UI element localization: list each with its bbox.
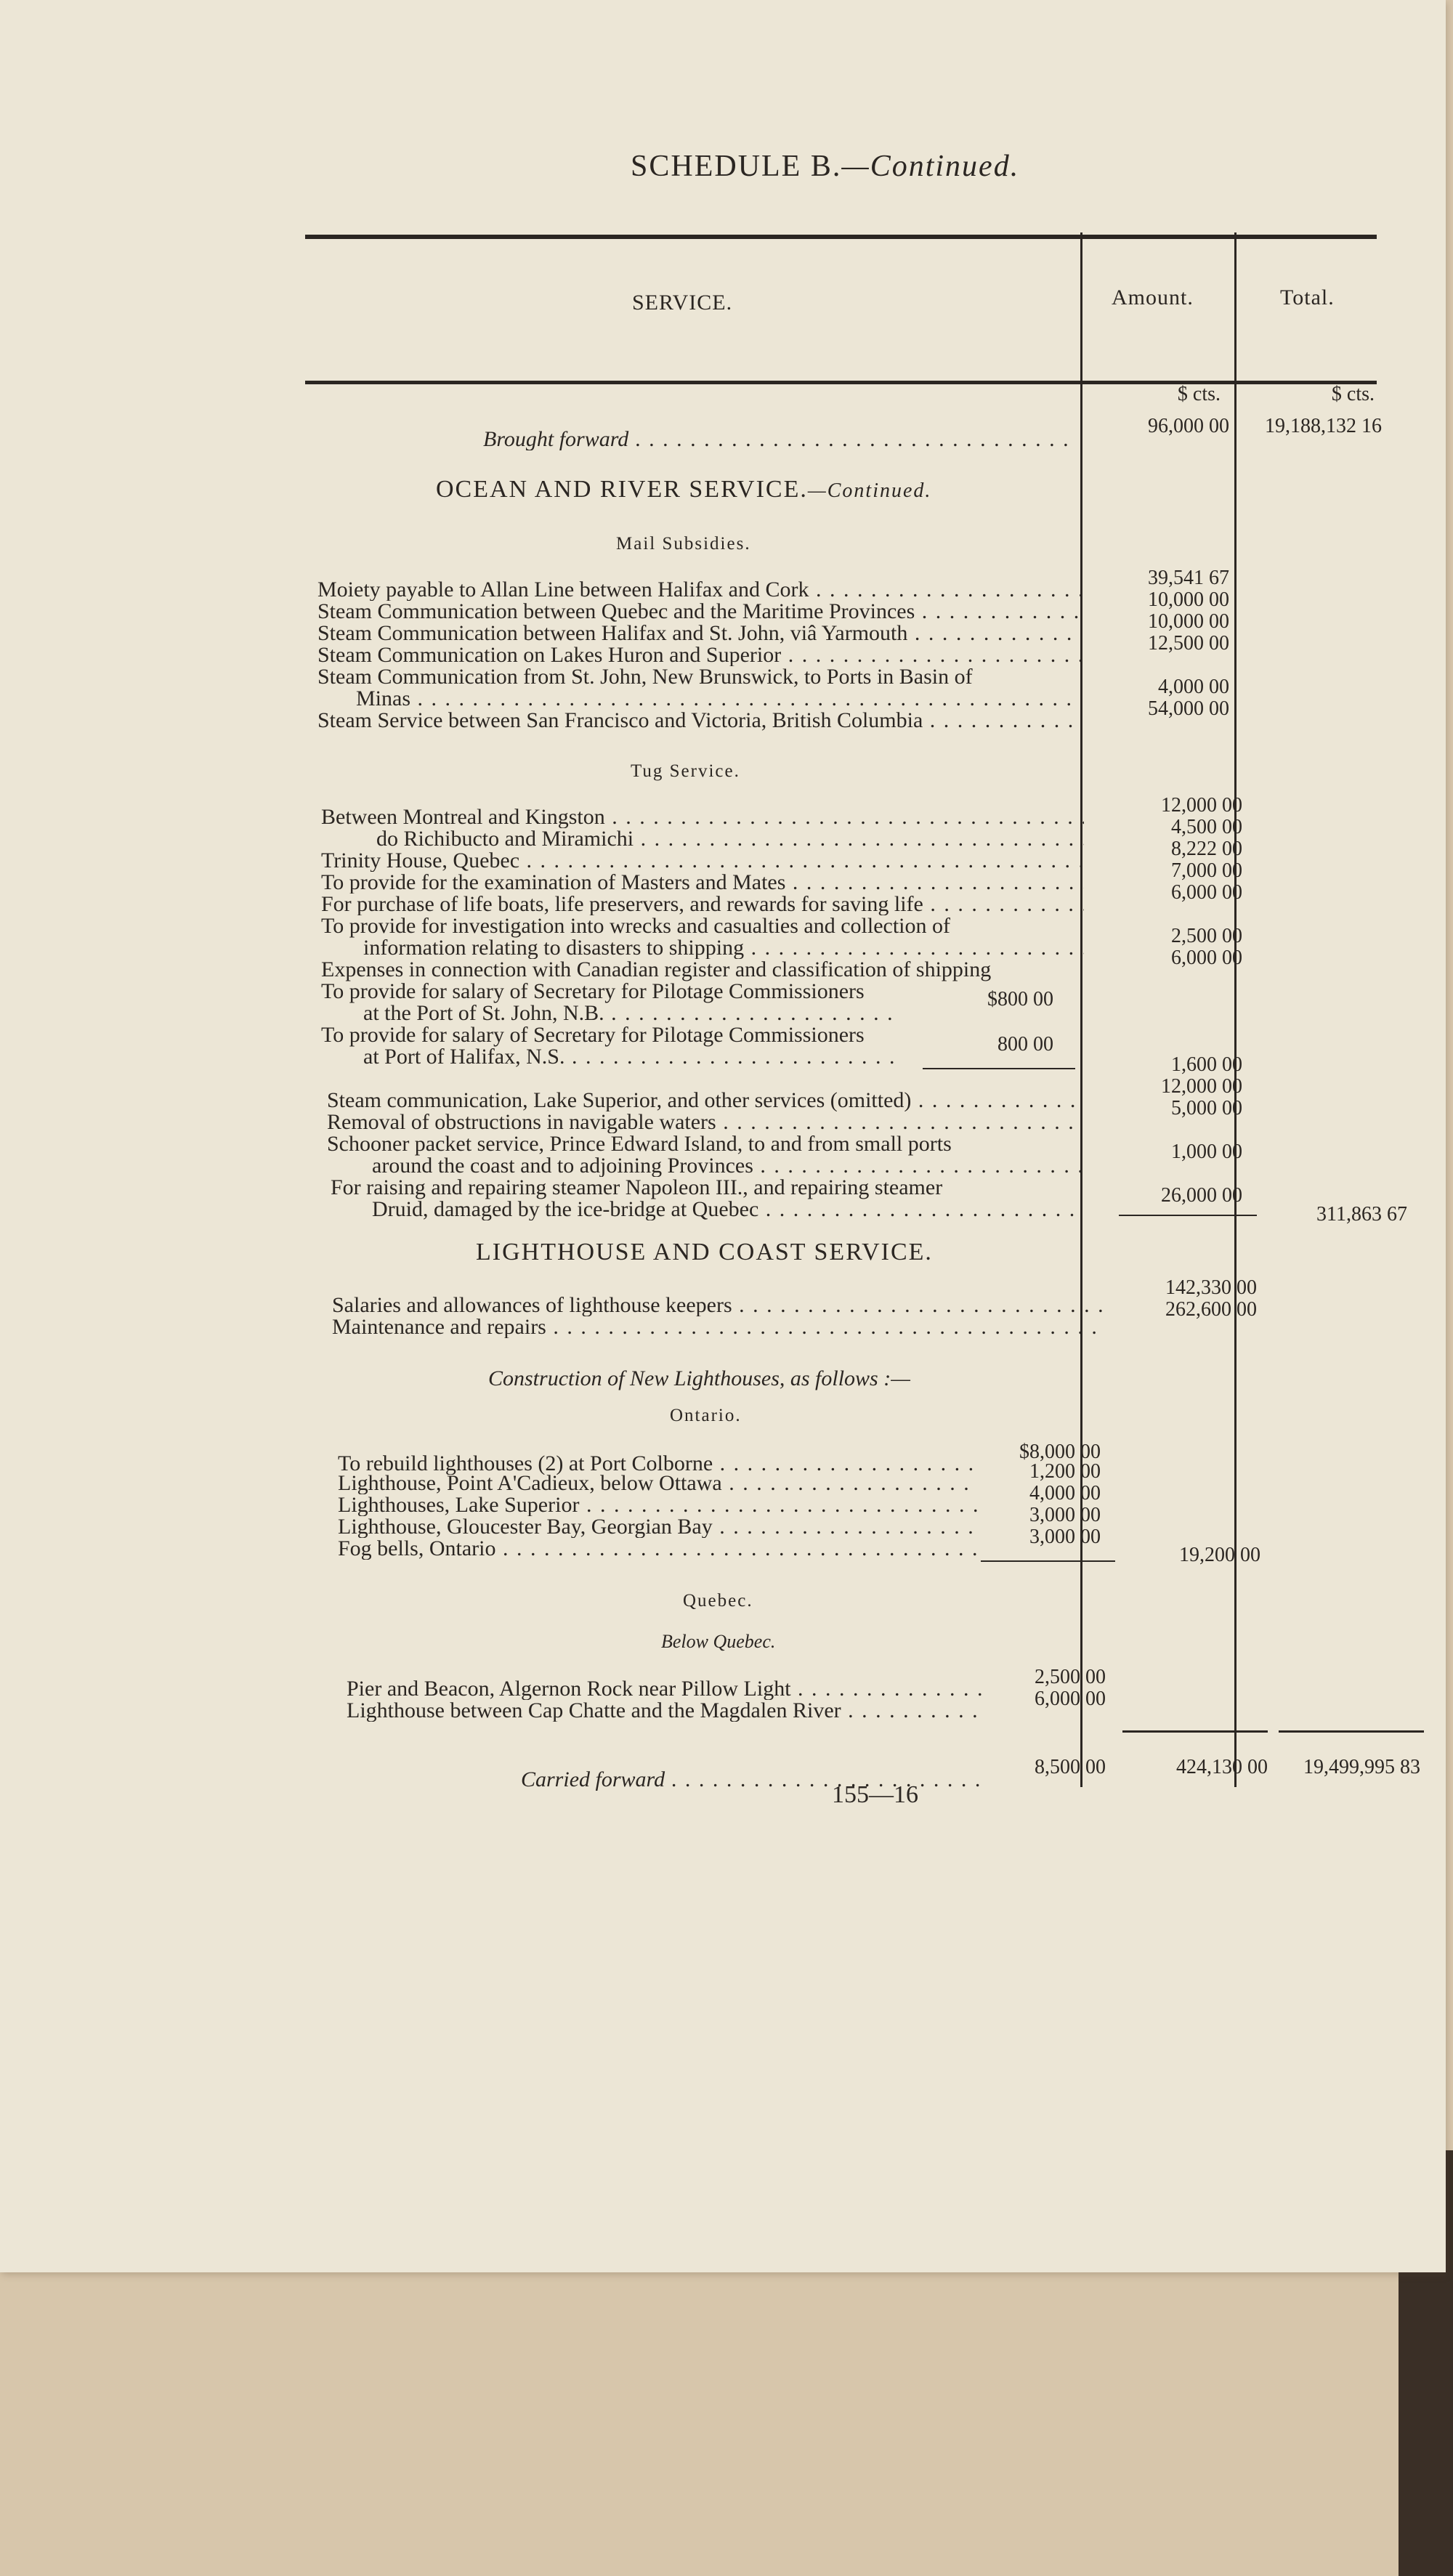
tug-row-amount: 6,000 00 <box>1171 881 1242 904</box>
tug-row-subamount: 800 00 <box>997 1033 1053 1056</box>
brought-forward-amount: 96,000 00 <box>1148 415 1229 437</box>
quebec-heading: Quebec. <box>683 1591 753 1611</box>
tug-row-label: To provide for the examination of Masters and Mates . . . <box>321 872 1084 894</box>
mail-row-amount: 12,500 00 <box>1148 632 1229 655</box>
total-column-header: Total. <box>1280 285 1335 309</box>
mail-row-amount: 10,000 00 <box>1148 588 1229 611</box>
below-quebec-heading: Below Quebec. <box>661 1631 776 1652</box>
tug-row-label: Druid, damaged by the ice-bridge at Quebec . . . <box>372 1199 1082 1220</box>
page-title <box>631 149 1019 184</box>
lighthouse-heading: LIGHTHOUSE AND COAST SERVICE. <box>476 1239 933 1265</box>
carried-forward-total: 19,499,995 83 <box>1303 1756 1420 1778</box>
ontario-heading: Ontario. <box>670 1406 742 1425</box>
page-number: 155—16 <box>832 1781 918 1808</box>
header-top-rule <box>305 235 1377 239</box>
tug-row-label: Schooner packet service, Prince Edward Island, to and from small ports <box>327 1132 952 1156</box>
lighthouse-row-label: Salaries and allowances of lighthouse keepers . . . <box>332 1295 1102 1316</box>
tug-row-amount: 1,600 00 <box>1171 1053 1242 1076</box>
tug-row-amount: 8,222 00 <box>1171 838 1242 860</box>
total-units: $ cts. <box>1331 383 1375 405</box>
tug-row-label: Between Montreal and Kingston . . . <box>321 806 1084 828</box>
amount-units: $ cts. <box>1177 383 1221 405</box>
tug-row-label: For raising and repairing steamer Napoleon III., and repairing steamer <box>331 1175 943 1199</box>
mail-row-amount: 4,000 00 <box>1158 676 1229 698</box>
tug-service-heading: Tug Service. <box>631 761 740 781</box>
mail-row-label: Minas . . . <box>356 688 1080 710</box>
brought-forward-total: 19,188,132 16 <box>1265 415 1382 437</box>
title-continued: —Continued. <box>841 150 1020 183</box>
tug-row-label: at Port of Halifax, N.S. . . . <box>363 1046 901 1068</box>
amount-column-header: Amount. <box>1112 285 1194 309</box>
ontario-row-subamount: 3,000 00 <box>1029 1526 1101 1548</box>
tug-row-subamount: $800 00 <box>987 988 1053 1010</box>
construction-heading: Construction of New Lighthouses, as follows :— <box>488 1366 910 1390</box>
tug-row-label: Expenses in connection with Canadian register and classification of shipping <box>321 957 992 981</box>
ontario-row-label: Lighthouse, Gloucester Bay, Georgian Bay . . . <box>338 1516 977 1538</box>
tug-row-label: at the Port of St. John, N.B. . . . <box>363 1003 901 1024</box>
tug-row-label: Trinity House, Quebec . . . <box>321 850 1084 872</box>
tug-row-amount: 26,000 00 <box>1161 1184 1242 1207</box>
ontario-row-label: Fog bells, Ontario . . . <box>338 1538 977 1560</box>
ontario-row-label: Lighthouses, Lake Superior . . . <box>338 1494 977 1516</box>
mail-row-label: Steam Communication between Halifax and St. John, viâ Yarmouth . . . <box>317 623 1080 644</box>
subtotal-rule <box>1119 1215 1257 1216</box>
mail-row-label: Moiety payable to Allan Line between Halifax and Cork . . . <box>317 579 1080 601</box>
mail-row-label: Steam Communication on Lakes Huron and Superior . . . <box>317 644 1080 666</box>
lighthouse-row-amount: 262,600 00 <box>1165 1298 1257 1321</box>
ocean-heading-continued: —Continued. <box>807 479 932 502</box>
tug-row-amount: 7,000 00 <box>1171 859 1242 882</box>
tug-row-label: Removal of obstructions in navigable waters . . . <box>327 1111 1082 1133</box>
mail-row-label: Steam Service between San Francisco and Victoria, British Columbia . . . <box>317 710 1080 732</box>
carried-rule-amount <box>1122 1730 1268 1733</box>
tug-row-amount: 2,500 00 <box>1171 925 1242 947</box>
ontario-row-subamount: 3,000 00 <box>1029 1504 1101 1526</box>
tug-row-label: For purchase of life boats, life preservers, and rewards for saving life . . . <box>321 894 1084 915</box>
ocean-river-service-heading <box>436 476 931 503</box>
title-main: SCHEDULE B. <box>631 150 842 183</box>
quebec-row-subamount: 6,000 00 <box>1035 1688 1106 1710</box>
tug-row-label: To provide for salary of Secretary for Pilotage Commissioners <box>321 979 865 1003</box>
carried-forward-amount: 424,130 00 <box>1176 1756 1268 1778</box>
ocean-total: 311,863 67 <box>1316 1203 1407 1226</box>
tug-row-amount: 6,000 00 <box>1171 947 1242 969</box>
ontario-row-label: To rebuild lighthouses (2) at Port Colborne . . . <box>338 1453 977 1475</box>
tug-row-label: information relating to disasters to shipping . . . <box>363 937 1084 959</box>
tug-row-label: do Richibucto and Miramichi . . . <box>376 828 1084 850</box>
quebec-row-label: Pier and Beacon, Algernon Rock near Pillow Light . . . <box>347 1678 986 1700</box>
tug-row-amount: 4,500 00 <box>1171 816 1242 838</box>
lighthouse-row-amount: 142,330 00 <box>1165 1276 1257 1299</box>
subtotal-rule <box>981 1560 1115 1562</box>
tug-row-label: around the coast and to adjoining Provinces . . . <box>372 1155 1082 1177</box>
carried-forward-subamount: 8,500 00 <box>1035 1756 1106 1778</box>
mail-row-amount: 39,541 67 <box>1148 567 1229 589</box>
ontario-total: 19,200 00 <box>1179 1544 1260 1566</box>
mail-row-amount: 10,000 00 <box>1148 610 1229 633</box>
quebec-row-subamount: 2,500 00 <box>1035 1666 1106 1688</box>
quebec-row-label: Lighthouse between Cap Chatte and the Magdalen River . . . <box>347 1700 986 1722</box>
column-divider-amount <box>1080 232 1082 1787</box>
ontario-row-subamount: 4,000 00 <box>1029 1482 1101 1504</box>
tug-row-label: To provide for investigation into wrecks and casualties and collection of <box>321 914 950 938</box>
mail-row-label: Steam Communication between Quebec and the Maritime Provinces . . . <box>317 601 1080 623</box>
tug-row-label: To provide for salary of Secretary for Pilotage Commissioners <box>321 1023 865 1047</box>
brought-forward-label: Brought forward . . . <box>483 429 1075 450</box>
tug-row-label: Steam communication, Lake Superior, and other services (omitted) . . . <box>327 1090 1082 1111</box>
mail-subsidies-heading: Mail Subsidies. <box>616 534 751 554</box>
carried-rule-total <box>1279 1730 1424 1733</box>
tug-row-amount: 12,000 00 <box>1161 794 1242 817</box>
tug-row-amount: 1,000 00 <box>1171 1141 1242 1163</box>
ocean-heading-main: OCEAN AND RIVER SERVICE. <box>436 476 808 503</box>
ontario-row-subamount: $8,000 00 <box>1019 1441 1101 1463</box>
tug-row-amount: 12,000 00 <box>1161 1075 1242 1098</box>
ontario-row-subamount: 1,200 00 <box>1029 1460 1101 1483</box>
ontario-row-label: Lighthouse, Point A'Cadieux, below Ottawa . . . <box>338 1473 977 1494</box>
carried-forward-label: Carried forward . . . <box>521 1769 986 1791</box>
service-column-header: SERVICE. <box>632 291 733 315</box>
mail-row-amount: 54,000 00 <box>1148 697 1229 720</box>
mail-row-label: Steam Communication from St. John, New Brunswick, to Ports in Basin of <box>317 665 973 689</box>
subtotal-rule <box>923 1068 1075 1069</box>
tug-row-amount: 5,000 00 <box>1171 1097 1242 1119</box>
lighthouse-row-label: Maintenance and repairs . . . <box>332 1316 1102 1338</box>
